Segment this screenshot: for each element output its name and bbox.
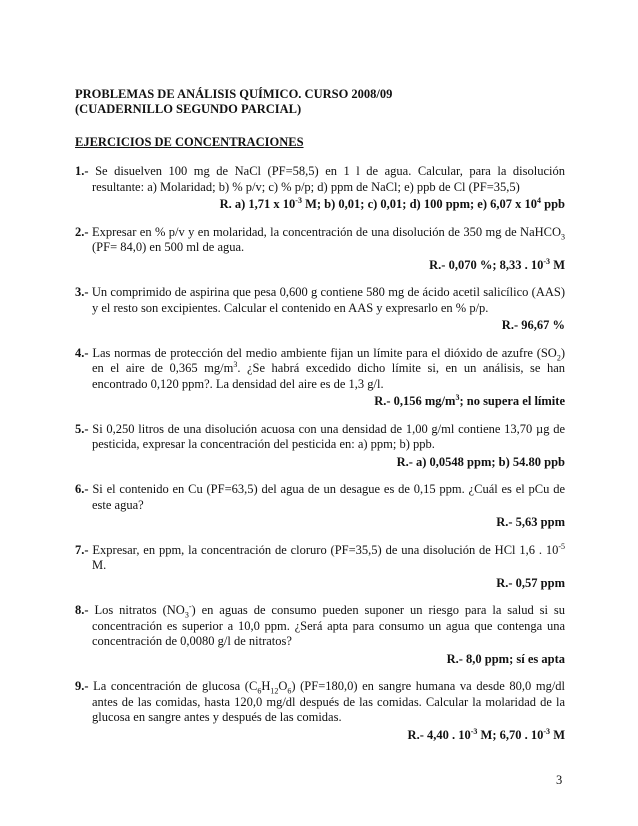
- problem-answer: R.- a) 0,0548 ppm; b) 54.80 ppb: [396, 454, 565, 469]
- problem-answer: R.- 8,0 ppm; sí es apta: [446, 651, 565, 666]
- problem-statement: [75, 603, 565, 650]
- problem-subscript: 6: [257, 686, 262, 696]
- problem-statement: [75, 422, 565, 453]
- answer-superscript: 4: [537, 195, 542, 205]
- problem-answer: [75, 728, 565, 744]
- problem-number: 7.-: [75, 542, 89, 557]
- answer-part: R.- 0,070 %; 8,33 . 10: [429, 257, 544, 272]
- problem-7: [75, 543, 565, 592]
- problem-subscript: 12: [270, 686, 279, 696]
- answer-part: M: [550, 257, 565, 272]
- answer-superscript: -3: [295, 195, 302, 205]
- problem-text: ) (PF=180,0) en sangre humana va desde 80,0 mg/dl antes de las comidas, hasta 120,0 mg/dl después de las comidas. Calcular la molaridad de la glucosa en sangre antes y después de las comidas.: [92, 679, 566, 724]
- problem-superscript: -: [188, 601, 192, 611]
- answer-superscript: 3: [455, 392, 460, 402]
- problem-answer: R.- 96,67 %: [501, 318, 565, 332]
- problem-number: 3.-: [75, 285, 89, 299]
- problem-text: La concentración de glucosa (C: [93, 679, 258, 693]
- problem-subscript: 3: [561, 232, 566, 241]
- problem-subscript: 2: [556, 353, 561, 362]
- answer-part: M; 6,70 . 10: [477, 727, 544, 742]
- problem-text: M.: [92, 558, 107, 572]
- problem-statement: [75, 164, 565, 195]
- answer-part: M; b) 0,01; c) 0,01; d) 100 ppm; e) 6,07 x 10: [301, 197, 538, 211]
- problem-text: Si el contenido en Cu (PF=63,5) del agua de un desague es de 0,15 ppm. ¿Cuál es el pCu de este agua?: [92, 482, 565, 512]
- problem-text: Un comprimido de aspirina que pesa 0,600 g contiene 580 mg de ácido acetil salicílico (AAS) y el resto son excipientes. Calcular el contenido en AAS y expresarlo en % p/p.: [91, 285, 566, 315]
- problem-number: 4.-: [75, 345, 89, 360]
- problem-text: Expresar en % p/v y en molaridad, la concentración de una disolución de 350 mg de NaHCO: [91, 224, 562, 239]
- problem-text: . ¿Se habrá excedido dicho límite si, en un análisis, se han encontrado 0,120 ppm?. La densidad del aire es de 1,3 g/l.: [92, 361, 565, 391]
- title-line-2: (CUADERNILLO SEGUNDO PARCIAL): [75, 102, 302, 116]
- answer-superscript: -3: [543, 256, 551, 266]
- answer-part: R.- 0,156 mg/m: [374, 394, 456, 408]
- problem-text: ) en el aire de 0,365 mg/m: [92, 345, 566, 375]
- problem-statement: [75, 346, 565, 393]
- problem-superscript: -5: [558, 541, 565, 551]
- problem-text: Expresar, en ppm, la concentración de cloruro (PF=35,5) de una disolución de HCl 1,6 . 10: [92, 542, 559, 557]
- problem-text: H: [261, 679, 271, 693]
- problem-number: 5.-: [75, 421, 89, 436]
- problem-2: [75, 225, 565, 274]
- problem-text: ) en aguas de consumo pueden suponer un riesgo para la salud si su concentración es superior a 10,0 ppm. ¿Será apta para consumo un agua que contenga una concentración de 0,0080 g/l de nitratos?: [92, 603, 565, 648]
- section-heading: EJERCICIOS DE CONCENTRACIONES: [75, 135, 304, 149]
- problem-statement: [75, 285, 565, 316]
- answer-superscript: -3: [470, 726, 478, 736]
- problem-4: [75, 346, 565, 410]
- problem-answer: [75, 394, 565, 410]
- problem-9: [75, 679, 565, 743]
- answer-superscript: -3: [543, 726, 551, 736]
- page-number: 3: [556, 773, 563, 787]
- problem-statement: [75, 482, 565, 513]
- answer-part: ; no supera el límite: [459, 394, 565, 408]
- problem-answer: R.- 5,63 ppm: [496, 515, 565, 529]
- document-title: [75, 87, 565, 117]
- title-line-1: PROBLEMAS DE ANÁLISIS QUÍMICO. CURSO 2008/09: [75, 87, 393, 101]
- problem-statement: [75, 225, 565, 256]
- problem-subscript: 3: [184, 610, 189, 620]
- problem-number: 6.-: [75, 482, 89, 496]
- problem-text: Si 0,250 litros de una disolución acuosa con una densidad de 1,00 g/ml contiene 13,70 µg de pesticida, expresar la concentración del pesticida en: a) ppm; b) ppb.: [92, 421, 565, 451]
- problem-text: O: [278, 679, 288, 693]
- problem-answer: [75, 197, 565, 213]
- problem-number: 1.-: [75, 164, 89, 178]
- answer-part: R. a) 1,71 x 10: [219, 197, 296, 211]
- problem-answer: [75, 258, 565, 274]
- problem-5: [75, 422, 565, 471]
- document-body: [75, 87, 565, 743]
- problem-statement: [75, 543, 565, 574]
- answer-part: R.- 4,40 . 10: [407, 727, 471, 742]
- problem-8: [75, 603, 565, 667]
- problem-6: [75, 482, 565, 531]
- problem-number: 2.-: [75, 224, 89, 239]
- problem-superscript: 3: [233, 359, 238, 369]
- problem-statement: [75, 679, 565, 726]
- problem-text: Se disuelven 100 mg de NaCl (PF=58,5) en 1 l de agua. Calcular, para la disolución resultante: a) Molaridad; b) % p/v; c) % p/p; d) ppm de NaCl; e) ppb de Cl (PF=35,5): [92, 164, 565, 194]
- problem-text: Las normas de protección del medio ambiente fijan un límite para el dióxido de azufre (SO: [92, 345, 557, 360]
- answer-part: M: [550, 727, 565, 742]
- problem-1: [75, 164, 565, 213]
- problem-3: [75, 285, 565, 334]
- problem-number: 8.-: [75, 603, 89, 617]
- problem-text: Los nitratos (NO: [94, 603, 185, 617]
- problem-number: 9.-: [75, 679, 89, 693]
- problem-text: (PF= 84,0) en 500 ml de agua.: [92, 240, 245, 254]
- answer-part: ppb: [541, 197, 565, 211]
- problem-answer: R.- 0,57 ppm: [496, 575, 565, 590]
- problem-subscript: 6: [287, 686, 292, 696]
